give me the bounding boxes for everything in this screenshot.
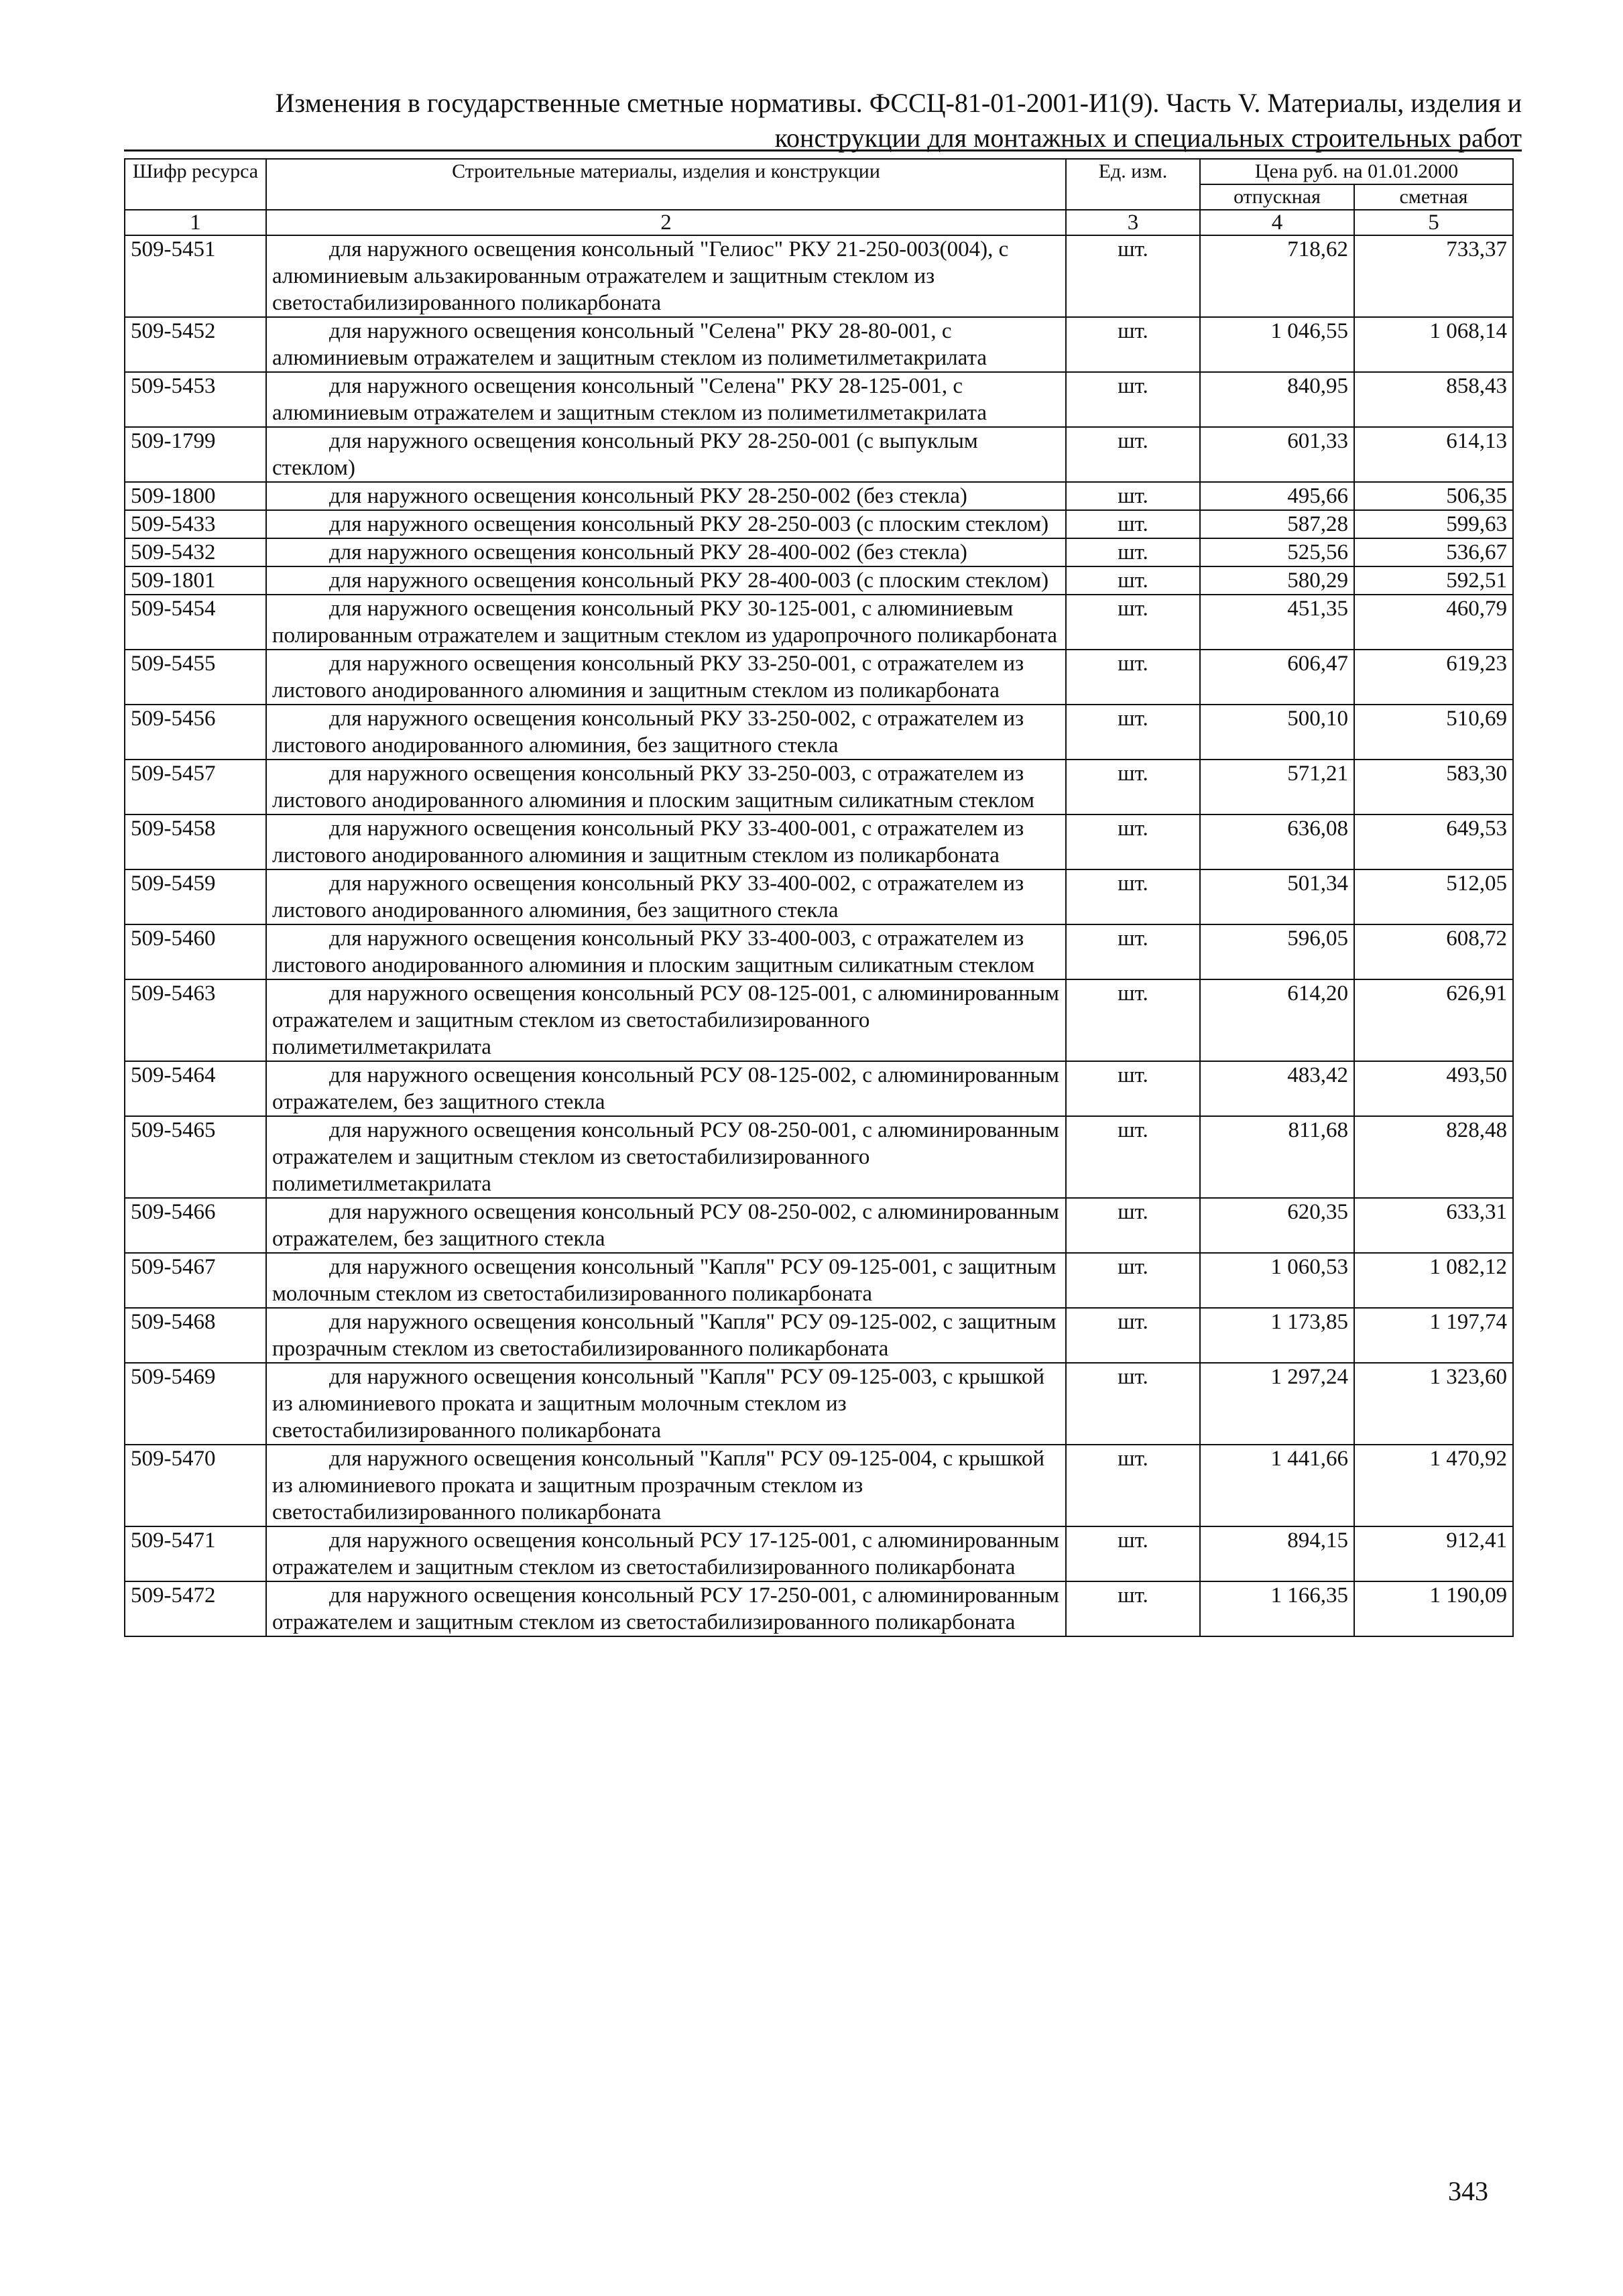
table-row [125,869,1513,924]
column-number-row [125,210,1513,235]
unit-cell: шт. [1066,538,1200,566]
table-head [125,159,1513,235]
table-row [125,235,1513,317]
column-header-unit: Ед. изм. [1066,159,1200,210]
release-price-cell: 525,56 [1200,538,1354,566]
table-row [125,538,1513,566]
material-description-cell [266,538,1066,566]
material-description-text: для наружного освещения консольный РСУ 08-250-001, с алюминированным отражателем и защитным стеклом из светостабилизированного полиметилметакрилата [272,1118,1059,1196]
estimate-price-cell: 512,05 [1354,869,1513,924]
estimate-price-cell: 1 068,14 [1354,317,1513,372]
estimate-price-cell: 633,31 [1354,1198,1513,1253]
table-row [125,924,1513,979]
table-row [125,979,1513,1061]
table-row [125,1061,1513,1116]
unit-cell: шт. [1066,1526,1200,1581]
release-price-cell: 1 046,55 [1200,317,1354,372]
material-description-text: для наружного освещения консольный "Гелиос" РКУ 21-250-003(004), с алюминиевым альзакированным отражателем и защитным стеклом из светостабилизированного поликарбоната [272,237,1009,315]
estimate-price-cell: 460,79 [1354,595,1513,650]
material-description-cell [266,372,1066,427]
header-line-1: Изменения в государственные сметные нормативы. ФССЦ-81-01-2001-И1(9). Часть V. Материалы, изделия и [275,88,1522,118]
release-price-cell: 811,68 [1200,1116,1354,1198]
unit-cell: шт. [1066,427,1200,482]
estimate-price-cell: 1 197,74 [1354,1308,1513,1363]
resource-code-cell: 509-5451 [125,235,266,317]
estimate-price-cell: 828,48 [1354,1116,1513,1198]
material-description-cell [266,705,1066,760]
resource-code-cell: 509-5452 [125,317,266,372]
unit-cell: шт. [1066,372,1200,427]
estimate-price-cell: 858,43 [1354,372,1513,427]
unit-cell: шт. [1066,566,1200,595]
table-row [125,1308,1513,1363]
material-description-text: для наружного освещения консольный РКУ 30-125-001, с алюминиевым полированным отражателем и защитным стеклом из ударопрочного поликарбоната [272,597,1058,648]
release-price-cell: 1 166,35 [1200,1581,1354,1636]
unit-cell: шт. [1066,760,1200,814]
page-number: 343 [1448,2176,1488,2206]
material-description-text: для наружного освещения консольный РКУ 28-400-003 (с плоским стеклом) [329,568,1049,593]
price-table [124,158,1514,1637]
column-header-release-price: отпускная [1200,184,1354,210]
material-description-cell [266,1363,1066,1445]
material-description-text: для наружного освещения консольный "Капля" РСУ 09-125-004, с крышкой из алюминиевого проката и защитным прозрачным стеклом из светостабилизированного поликарбоната [272,1447,1045,1524]
material-description-cell [266,235,1066,317]
unit-cell: шт. [1066,705,1200,760]
resource-code-cell: 509-5458 [125,814,266,869]
release-price-cell: 495,66 [1200,482,1354,510]
material-description-cell [266,510,1066,538]
release-price-cell: 580,29 [1200,566,1354,595]
material-description-cell [266,869,1066,924]
estimate-price-cell: 1 323,60 [1354,1363,1513,1445]
material-description-cell [266,650,1066,705]
table-row [125,1581,1513,1636]
resource-code-cell: 509-5466 [125,1198,266,1253]
estimate-price-cell: 1 470,92 [1354,1445,1513,1526]
material-description-text: для наружного освещения консольный РКУ 28-250-001 (с выпуклым стеклом) [272,429,978,480]
material-description-text: для наружного освещения консольный "Капля" РСУ 09-125-001, с защитным молочным стеклом из светостабилизированного поликарбоната [272,1255,1057,1306]
material-description-cell [266,979,1066,1061]
resource-code-cell: 509-1799 [125,427,266,482]
material-description-text: для наружного освещения консольный РКУ 28-400-002 (без стекла) [329,540,967,564]
table-row [125,705,1513,760]
material-description-cell [266,427,1066,482]
estimate-price-cell: 626,91 [1354,979,1513,1061]
resource-code-cell: 509-5471 [125,1526,266,1581]
resource-code-cell: 509-5457 [125,760,266,814]
material-description-text: для наружного освещения консольный "Капля" РСУ 09-125-002, с защитным прозрачным стеклом из светостабилизированного поликарбоната [272,1310,1057,1361]
release-price-cell: 596,05 [1200,924,1354,979]
resource-code-cell: 509-1801 [125,566,266,595]
material-description-text: для наружного освещения консольный РСУ 08-125-001, с алюминированным отражателем и защитным стеклом из светостабилизированного полиметилметакрилата [272,981,1059,1059]
unit-cell: шт. [1066,1253,1200,1308]
material-description-text: для наружного освещения консольный "Капля" РСУ 09-125-003, с крышкой из алюминиевого проката и защитным молочным стеклом из светостабилизированного поликарбоната [272,1365,1045,1443]
material-description-cell [266,1061,1066,1116]
unit-cell: шт. [1066,1581,1200,1636]
column-number: 4 [1200,210,1354,235]
release-price-cell: 718,62 [1200,235,1354,317]
material-description-text: для наружного освещения консольный РКУ 28-250-003 (с плоским стеклом) [329,512,1049,536]
unit-cell: шт. [1066,814,1200,869]
release-price-cell: 840,95 [1200,372,1354,427]
table-row [125,760,1513,814]
table-row [125,1116,1513,1198]
resource-code-cell: 509-5456 [125,705,266,760]
estimate-price-cell: 1 082,12 [1354,1253,1513,1308]
release-price-cell: 1 441,66 [1200,1445,1354,1526]
column-header-code: Шифр ресурса [125,159,266,210]
resource-code-cell: 509-1800 [125,482,266,510]
material-description-cell [266,595,1066,650]
column-number: 5 [1354,210,1513,235]
release-price-cell: 587,28 [1200,510,1354,538]
unit-cell: шт. [1066,317,1200,372]
material-description-text: для наружного освещения консольный РКУ 33-400-003, с отражателем из листового анодированного алюминия и плоским защитным силикатным стеклом [272,926,1034,977]
material-description-cell [266,924,1066,979]
table-row [125,510,1513,538]
release-price-cell: 1 297,24 [1200,1363,1354,1445]
estimate-price-cell: 1 190,09 [1354,1581,1513,1636]
material-description-cell [266,760,1066,814]
material-description-cell [266,1308,1066,1363]
estimate-price-cell: 912,41 [1354,1526,1513,1581]
table-row [125,1198,1513,1253]
resource-code-cell: 509-5433 [125,510,266,538]
material-description-text: для наружного освещения консольный РКУ 33-400-002, с отражателем из листового анодированного алюминия, без защитного стекла [272,871,1024,922]
table-row [125,650,1513,705]
material-description-text: для наружного освещения консольный РКУ 33-250-003, с отражателем из листового анодированного алюминия и плоским защитным силикатным стеклом [272,762,1034,812]
table-row [125,1253,1513,1308]
resource-code-cell: 509-5455 [125,650,266,705]
unit-cell: шт. [1066,1116,1200,1198]
unit-cell: шт. [1066,650,1200,705]
unit-cell: шт. [1066,924,1200,979]
release-price-cell: 636,08 [1200,814,1354,869]
unit-cell: шт. [1066,482,1200,510]
table-row [125,427,1513,482]
resource-code-cell: 509-5469 [125,1363,266,1445]
estimate-price-cell: 614,13 [1354,427,1513,482]
resource-code-cell: 509-5463 [125,979,266,1061]
estimate-price-cell: 536,67 [1354,538,1513,566]
table-body [125,235,1513,1636]
page-header [121,86,1522,156]
unit-cell: шт. [1066,869,1200,924]
material-description-cell [266,1526,1066,1581]
estimate-price-cell: 583,30 [1354,760,1513,814]
column-number: 1 [125,210,266,235]
column-header-estimate-price: сметная [1354,184,1513,210]
release-price-cell: 620,35 [1200,1198,1354,1253]
material-description-text: для наружного освещения консольный РСУ 08-125-002, с алюминированным отражателем, без защитного стекла [272,1063,1059,1114]
resource-code-cell: 509-5459 [125,869,266,924]
estimate-price-cell: 619,23 [1354,650,1513,705]
unit-cell: шт. [1066,595,1200,650]
material-description-text: для наружного освещения консольный "Селена" РКУ 28-80-001, с алюминиевым отражателем и защитным стеклом из полиметилметакрилата [272,319,987,370]
material-description-text: для наружного освещения консольный РКУ 33-250-002, с отражателем из листового анодированного алюминия, без защитного стекла [272,707,1024,758]
release-price-cell: 606,47 [1200,650,1354,705]
material-description-cell [266,1581,1066,1636]
estimate-price-cell: 599,63 [1354,510,1513,538]
unit-cell: шт. [1066,1308,1200,1363]
resource-code-cell: 509-5464 [125,1061,266,1116]
estimate-price-cell: 493,50 [1354,1061,1513,1116]
release-price-cell: 483,42 [1200,1061,1354,1116]
material-description-cell [266,482,1066,510]
resource-code-cell: 509-5454 [125,595,266,650]
release-price-cell: 451,35 [1200,595,1354,650]
release-price-cell: 1 060,53 [1200,1253,1354,1308]
release-price-cell: 501,34 [1200,869,1354,924]
unit-cell: шт. [1066,1061,1200,1116]
resource-code-cell: 509-5465 [125,1116,266,1198]
material-description-text: для наружного освещения консольный "Селена" РКУ 28-125-001, с алюминиевым отражателем и защитным стеклом из полиметилметакрилата [272,374,987,425]
table-row [125,1526,1513,1581]
unit-cell: шт. [1066,1363,1200,1445]
material-description-cell [266,1116,1066,1198]
resource-code-cell: 509-5460 [125,924,266,979]
column-header-price: Цена руб. на 01.01.2000 [1200,159,1513,184]
column-header-description: Строительные материалы, изделия и конструкции [266,159,1066,210]
estimate-price-cell: 592,51 [1354,566,1513,595]
column-number: 2 [266,210,1066,235]
release-price-cell: 894,15 [1200,1526,1354,1581]
release-price-cell: 571,21 [1200,760,1354,814]
table-row [125,1445,1513,1526]
table-row [125,1363,1513,1445]
material-description-cell [266,1253,1066,1308]
material-description-cell [266,317,1066,372]
material-description-cell [266,1198,1066,1253]
table-row [125,317,1513,372]
table-row [125,595,1513,650]
table-row [125,814,1513,869]
release-price-cell: 1 173,85 [1200,1308,1354,1363]
unit-cell: шт. [1066,235,1200,317]
header-line-2: конструкции для монтажных и специальных строительных работ [774,123,1522,153]
table-row [125,566,1513,595]
material-description-text: для наружного освещения консольный РКУ 33-400-001, с отражателем из листового анодированного алюминия и защитным стеклом из поликарбоната [272,817,1024,867]
resource-code-cell: 509-5467 [125,1253,266,1308]
resource-code-cell: 509-5453 [125,372,266,427]
unit-cell: шт. [1066,1445,1200,1526]
resource-code-cell: 509-5468 [125,1308,266,1363]
table-row [125,372,1513,427]
unit-cell: шт. [1066,979,1200,1061]
material-description-text: для наружного освещения консольный РСУ 08-250-002, с алюминированным отражателем, без защитного стекла [272,1200,1059,1251]
unit-cell: шт. [1066,510,1200,538]
release-price-cell: 614,20 [1200,979,1354,1061]
resource-code-cell: 509-5472 [125,1581,266,1636]
release-price-cell: 601,33 [1200,427,1354,482]
estimate-price-cell: 510,69 [1354,705,1513,760]
material-description-cell [266,1445,1066,1526]
resource-code-cell: 509-5470 [125,1445,266,1526]
resource-code-cell: 509-5432 [125,538,266,566]
table-row [125,482,1513,510]
release-price-cell: 500,10 [1200,705,1354,760]
estimate-price-cell: 733,37 [1354,235,1513,317]
material-description-text: для наружного освещения консольный РКУ 28-250-002 (без стекла) [329,484,967,508]
material-description-cell [266,814,1066,869]
material-description-text: для наружного освещения консольный РСУ 17-250-001, с алюминированным отражателем и защитным стеклом из светостабилизированного поликарбоната [272,1583,1059,1634]
header-divider [124,149,1522,152]
estimate-price-cell: 608,72 [1354,924,1513,979]
material-description-text: для наружного освещения консольный РСУ 17-125-001, с алюминированным отражателем и защитным стеклом из светостабилизированного поликарбоната [272,1528,1059,1579]
material-description-cell [266,566,1066,595]
estimate-price-cell: 649,53 [1354,814,1513,869]
estimate-price-cell: 506,35 [1354,482,1513,510]
material-description-text: для наружного освещения консольный РКУ 33-250-001, с отражателем из листового анодированного алюминия и защитным стеклом из поликарбоната [272,652,1024,703]
column-number: 3 [1066,210,1200,235]
unit-cell: шт. [1066,1198,1200,1253]
